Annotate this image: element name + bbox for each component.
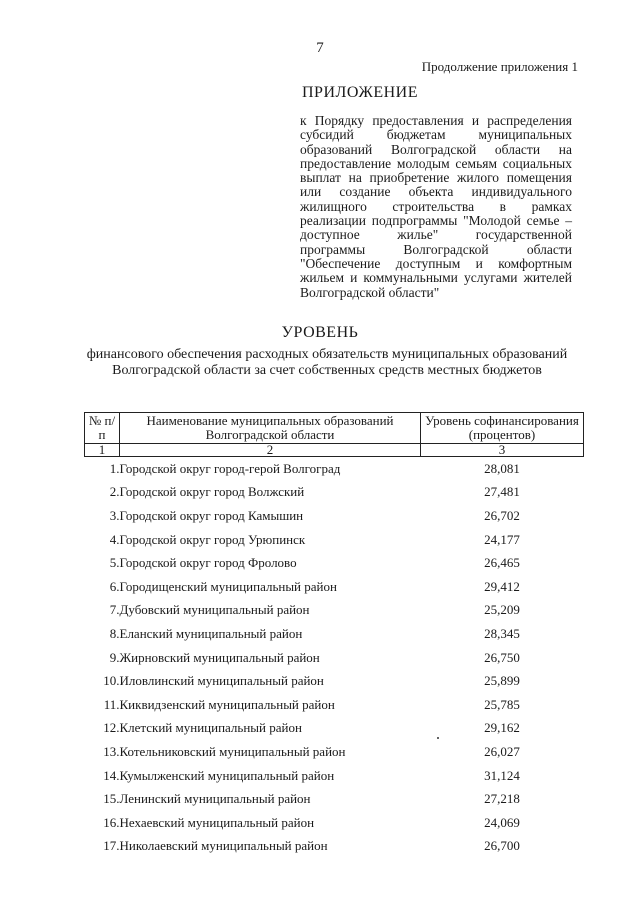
table-row	[85, 504, 584, 528]
municipality-name: Дубовский муниципальный район	[119, 602, 310, 618]
row-number: 16.	[103, 814, 120, 830]
table-row	[85, 528, 584, 552]
row-number: 4.	[109, 531, 120, 547]
cofinancing-level: 26,750	[484, 649, 520, 665]
municipality-name: Городской округ город Фролово	[119, 555, 297, 571]
municipality-name: Котельниковский муниципальный район	[119, 743, 346, 759]
table-row	[85, 575, 584, 599]
cofinancing-level: 28,081	[484, 460, 520, 476]
cofinancing-level: 31,124	[484, 767, 520, 783]
row-number: 3.	[109, 507, 120, 523]
document-heading: УРОВЕНЬ	[281, 324, 359, 341]
table-row	[85, 764, 584, 788]
row-number: 6.	[109, 578, 120, 594]
row-number: 14.	[103, 767, 120, 783]
continuation-note: Продолжение приложения 1	[421, 59, 578, 74]
table-row	[85, 811, 584, 835]
funding-table	[84, 412, 584, 858]
municipality-name: Киквидзенский муниципальный район	[119, 696, 335, 712]
header-level: Уровень софинансирования (процентов)	[421, 413, 584, 444]
funding-table-header	[85, 413, 584, 457]
row-number: 17.	[103, 838, 120, 854]
row-number: 11.	[103, 696, 120, 712]
header-num: № п/п	[85, 413, 120, 444]
municipality-name: Городской округ город-герой Волгоград	[119, 460, 341, 476]
table-row	[85, 693, 584, 717]
cofinancing-level: 26,465	[484, 555, 520, 571]
municipality-name: Еланский муниципальный район	[119, 625, 303, 641]
table-row	[85, 457, 584, 481]
column-number: 3	[421, 444, 584, 457]
row-number: 12.	[103, 720, 120, 736]
cofinancing-level: 25,209	[484, 602, 520, 618]
municipality-name: Нехаевский муниципальный район	[119, 814, 315, 830]
funding-table-body	[85, 457, 584, 859]
appendix-text: к Порядку предоставления и распределения субсидий бюджетам муниципальных образований Волгоградской области на предоставление молодым семьям социальных выплат на приобретение жилого помещения или создание объекта индивидуального жилищного строительства в рамках реализации подпрограммы "Молодой семье – доступное жилье" государственной программы Волгоградской области "Обеспечение доступным и комфортным жильем и коммунальными услугами жителей Волгоградской области"	[300, 113, 572, 300]
row-number: 9.	[109, 649, 120, 665]
page-number: 7	[316, 40, 324, 56]
cofinancing-level: 26,700	[484, 838, 520, 854]
table-row	[85, 740, 584, 764]
municipality-name: Городской округ город Волжский	[119, 484, 305, 500]
cofinancing-level: 25,785	[484, 696, 520, 712]
municipality-name: Иловлинский муниципальный район	[119, 673, 324, 689]
cofinancing-level: 24,069	[484, 814, 520, 830]
column-number: 2	[120, 444, 421, 457]
table-row	[85, 717, 584, 741]
table-row	[85, 646, 584, 670]
row-number: 8.	[109, 625, 120, 641]
cofinancing-level: 29,162	[484, 720, 520, 736]
cofinancing-level: 26,027	[484, 743, 520, 759]
cofinancing-level: 28,345	[484, 625, 520, 641]
row-number: 1.	[109, 460, 120, 476]
row-number: 10.	[103, 673, 120, 689]
row-number: 7.	[109, 602, 120, 618]
cofinancing-level: 27,218	[484, 791, 520, 807]
column-number: 1	[85, 444, 120, 457]
table-row	[85, 622, 584, 646]
header-row	[85, 413, 584, 444]
table-row	[85, 835, 584, 859]
table-row	[85, 787, 584, 811]
table-row	[85, 599, 584, 623]
municipality-name: Клетский муниципальный район	[119, 720, 302, 736]
municipality-name: Городищенский муниципальный район	[119, 578, 337, 594]
row-number: 5.	[109, 555, 120, 571]
municipality-name: Ленинский муниципальный район	[119, 791, 311, 807]
municipality-name: Городской округ город Камышин	[119, 507, 304, 523]
row-number: 13.	[103, 743, 120, 759]
appendix-title: ПРИЛОЖЕНИЕ	[302, 84, 419, 101]
cofinancing-level: 27,481	[484, 484, 520, 500]
municipality-name: Николаевский муниципальный район	[119, 838, 328, 854]
table-row	[85, 481, 584, 505]
header-name: Наименование муниципальных образований Волгоградской области	[120, 413, 421, 444]
scan-speck	[437, 737, 439, 739]
cofinancing-level: 29,412	[484, 578, 520, 594]
cofinancing-level: 25,899	[484, 673, 520, 689]
cofinancing-level: 24,177	[484, 531, 520, 547]
municipality-name: Городской округ город Урюпинск	[119, 531, 306, 547]
municipality-name: Жирновский муниципальный район	[119, 649, 320, 665]
row-number: 2.	[109, 484, 120, 500]
table-row	[85, 669, 584, 693]
cofinancing-level: 26,702	[484, 507, 520, 523]
municipality-name: Кумылженский муниципальный район	[119, 767, 335, 783]
row-number: 15.	[103, 791, 120, 807]
document-subheading: финансового обеспечения расходных обязательств муниципальных образований Волгоградской области за счет собственных средств местных бюджетов	[86, 347, 568, 378]
column-number-row	[85, 444, 584, 457]
table-row	[85, 551, 584, 575]
